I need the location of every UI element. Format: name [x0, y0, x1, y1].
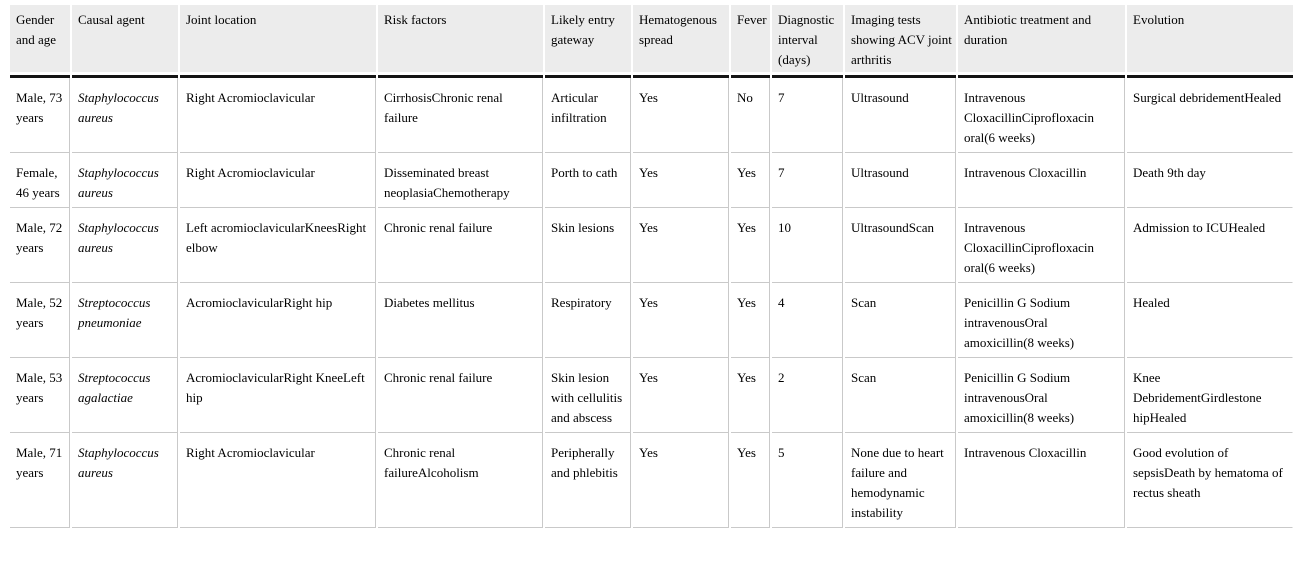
cell: Staphylococcus aureus	[72, 153, 178, 208]
cell: None due to heart failure and hemodynamic instability	[845, 433, 956, 528]
table-body	[10, 78, 1293, 528]
cell: Female, 46 years	[10, 153, 70, 208]
column-header: Causal agent	[72, 5, 178, 78]
cell: Diabetes mellitus	[378, 283, 543, 358]
cell: CirrhosisChronic renal failure	[378, 78, 543, 153]
column-header: Antibiotic treatment and duration	[958, 5, 1125, 78]
cell: Staphylococcus aureus	[72, 78, 178, 153]
cell: Yes	[633, 78, 729, 153]
cell: Chronic renal failure	[378, 208, 543, 283]
cell: Intravenous Cloxacillin	[958, 433, 1125, 528]
cell: AcromioclavicularRight KneeLeft hip	[180, 358, 376, 433]
cell: Yes	[731, 208, 770, 283]
cell: Articular infiltration	[545, 78, 631, 153]
cell: Healed	[1127, 283, 1293, 358]
cell: Right Acromioclavicular	[180, 433, 376, 528]
cell: Yes	[731, 153, 770, 208]
column-header: Likely entry gateway	[545, 5, 631, 78]
cell: Staphylococcus aureus	[72, 208, 178, 283]
cell: Knee DebridementGirdlestone hipHealed	[1127, 358, 1293, 433]
cell: Intravenous CloxacillinCiprofloxacin oral(6 weeks)	[958, 208, 1125, 283]
cell: Yes	[731, 283, 770, 358]
case-series-table	[8, 5, 1295, 528]
cell: 5	[772, 433, 843, 528]
cell: Yes	[633, 283, 729, 358]
cell: Yes	[633, 153, 729, 208]
cell: Male, 73 years	[10, 78, 70, 153]
column-header: Imaging tests showing ACV joint arthritis	[845, 5, 956, 78]
column-header: Gender and age	[10, 5, 70, 78]
cell: Intravenous CloxacillinCiprofloxacin oral(6 weeks)	[958, 78, 1125, 153]
cell: Male, 52 years	[10, 283, 70, 358]
cell: Surgical debridementHealed	[1127, 78, 1293, 153]
cell: Male, 72 years	[10, 208, 70, 283]
cell: Chronic renal failureAlcoholism	[378, 433, 543, 528]
cell: No	[731, 78, 770, 153]
cell: Streptococcus pneumoniae	[72, 283, 178, 358]
table-row	[10, 153, 1293, 208]
header-row	[10, 5, 1293, 78]
cell: AcromioclavicularRight hip	[180, 283, 376, 358]
cell: Admission to ICUHealed	[1127, 208, 1293, 283]
cell: Peripherally and phlebitis	[545, 433, 631, 528]
cell: Left acromioclavicularKneesRight elbow	[180, 208, 376, 283]
cell: Chronic renal failure	[378, 358, 543, 433]
table-row	[10, 208, 1293, 283]
cell: Yes	[731, 433, 770, 528]
cell: UltrasoundScan	[845, 208, 956, 283]
cell: Ultrasound	[845, 78, 956, 153]
cell: Penicillin G Sodium intravenousOral amoxicillin(8 weeks)	[958, 283, 1125, 358]
table-row	[10, 283, 1293, 358]
table-row	[10, 433, 1293, 528]
cell: 2	[772, 358, 843, 433]
cell: Respiratory	[545, 283, 631, 358]
cell: Yes	[633, 433, 729, 528]
cell: 10	[772, 208, 843, 283]
cell: Death 9th day	[1127, 153, 1293, 208]
column-header: Risk factors	[378, 5, 543, 78]
cell: Scan	[845, 283, 956, 358]
column-header: Evolution	[1127, 5, 1293, 78]
cell: Right Acromioclavicular	[180, 153, 376, 208]
cell: Good evolution of sepsisDeath by hematoma of rectus sheath	[1127, 433, 1293, 528]
column-header: Diagnostic interval (days)	[772, 5, 843, 78]
table-row	[10, 358, 1293, 433]
cell: Yes	[633, 358, 729, 433]
cell: Porth to cath	[545, 153, 631, 208]
cell: Intravenous Cloxacillin	[958, 153, 1125, 208]
table-row	[10, 78, 1293, 153]
cell: Ultrasound	[845, 153, 956, 208]
cell: 7	[772, 78, 843, 153]
column-header: Joint location	[180, 5, 376, 78]
cell: Streptococcus agalactiae	[72, 358, 178, 433]
cell: 7	[772, 153, 843, 208]
cell: Staphylococcus aureus	[72, 433, 178, 528]
cell: Scan	[845, 358, 956, 433]
column-header: Hematogenous spread	[633, 5, 729, 78]
cell: Male, 71 years	[10, 433, 70, 528]
cell: Disseminated breast neoplasiaChemotherapy	[378, 153, 543, 208]
cell: Male, 53 years	[10, 358, 70, 433]
cell: Penicillin G Sodium intravenousOral amoxicillin(8 weeks)	[958, 358, 1125, 433]
cell: 4	[772, 283, 843, 358]
cell: Yes	[731, 358, 770, 433]
cell: Skin lesion with cellulitis and abscess	[545, 358, 631, 433]
cell: Right Acromioclavicular	[180, 78, 376, 153]
cell: Yes	[633, 208, 729, 283]
column-header: Fever	[731, 5, 770, 78]
cell: Skin lesions	[545, 208, 631, 283]
